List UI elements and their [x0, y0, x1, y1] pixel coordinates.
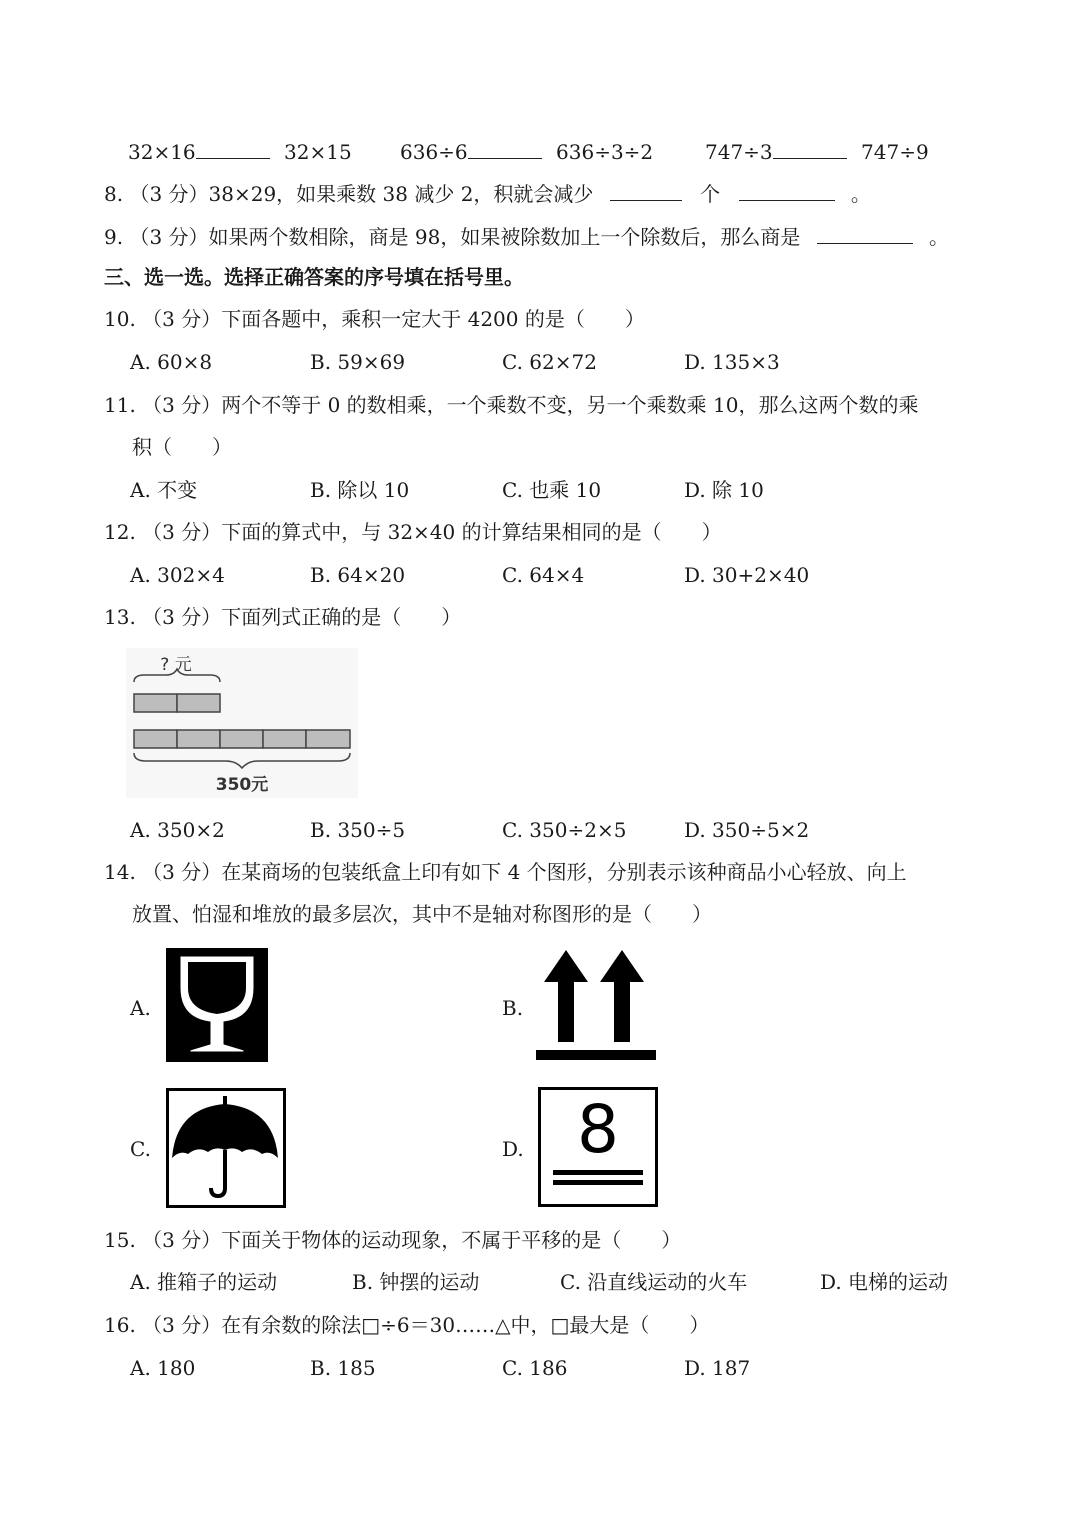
question-16-option-a[interactable]: A. 180 — [130, 1356, 196, 1380]
question-8-end: 。 — [850, 182, 871, 206]
question-9-text: 9. （3 分）如果两个数相除，商是 98，如果被除数加上一个除数后，那么商是 — [104, 225, 801, 249]
bottom-segment-2 — [177, 730, 220, 748]
question-15-option-b[interactable]: B. 钟摆的运动 — [352, 1270, 480, 1294]
question-12-option-b[interactable]: B. 64×20 — [310, 563, 406, 587]
bottom-segment-3 — [220, 730, 263, 748]
question-16-option-b[interactable]: B. 185 — [310, 1356, 376, 1380]
question-10-option-c[interactable]: C. 62×72 — [502, 350, 597, 374]
question-8-blank-2[interactable] — [739, 180, 835, 201]
question-11-text-cont: 积（ ） — [132, 435, 232, 459]
compare-row — [128, 138, 352, 164]
question-14-label-b[interactable]: B. — [502, 996, 524, 1020]
question-12-text: 12. （3 分）下面的算式中，与 32×40 的计算结果相同的是（ ） — [104, 520, 722, 544]
stacking-limit-icon[interactable] — [538, 1087, 658, 1207]
bottom-segment-1 — [134, 730, 177, 748]
this-way-up-arrows-icon[interactable] — [534, 948, 658, 1062]
question-10-option-a[interactable]: A. 60×8 — [130, 350, 213, 374]
top-segment-2 — [177, 694, 220, 712]
question-16-option-c[interactable]: C. 186 — [502, 1356, 568, 1380]
expr-b1: 636÷6 — [400, 140, 468, 164]
segment-bar-diagram — [126, 648, 358, 798]
question-11-option-a[interactable]: A. 不变 — [130, 478, 198, 502]
question-13-option-c[interactable]: C. 350÷2×5 — [502, 818, 627, 842]
expr-a1: 32×16 — [128, 140, 196, 164]
question-14-text-cont: 放置、怕湿和堆放的最多层次，其中不是轴对称图形的是（ ） — [132, 902, 712, 926]
question-13-option-a[interactable]: A. 350×2 — [130, 818, 225, 842]
question-12-option-d[interactable]: D. 30+2×40 — [684, 563, 810, 587]
question-12-option-a[interactable]: A. 302×4 — [130, 563, 225, 587]
question-11-text: 11. （3 分）两个不等于 0 的数相乘，一个乘数不变，另一个乘数乘 10，那么这两个数的乘 — [104, 393, 919, 417]
question-10-option-b[interactable]: B. 59×69 — [310, 350, 406, 374]
answer-blank-b[interactable] — [468, 138, 542, 159]
question-13-text: 13. （3 分）下面列式正确的是（ ） — [104, 605, 462, 629]
question-11-option-d[interactable]: D. 除 10 — [684, 478, 764, 502]
compare-c — [705, 138, 929, 164]
question-8 — [104, 180, 871, 206]
question-12-option-c[interactable]: C. 64×4 — [502, 563, 585, 587]
section-3-heading: 三、选一选。选择正确答案的序号填在括号里。 — [104, 265, 524, 289]
question-9-end: 。 — [929, 225, 950, 249]
expr-c1: 747÷3 — [705, 140, 773, 164]
stack-number: 8 — [577, 1091, 619, 1168]
question-16-option-d[interactable]: D. 187 — [684, 1356, 751, 1380]
top-segment-1 — [134, 694, 177, 712]
answer-blank-c[interactable] — [773, 138, 847, 159]
question-8-text: 8. （3 分）38×29，如果乘数 38 减少 2，积就会减少 — [104, 182, 594, 206]
question-14-label-a[interactable]: A. — [130, 996, 151, 1020]
expr-b2: 636÷3÷2 — [556, 140, 654, 164]
question-8-unit: 个 — [700, 182, 721, 206]
question-15-option-d[interactable]: D. 电梯的运动 — [820, 1270, 949, 1294]
umbrella-icon[interactable] — [166, 1088, 286, 1208]
question-11-option-b[interactable]: B. 除以 10 — [310, 478, 410, 502]
question-10-text: 10. （3 分）下面各题中，乘积一定大于 4200 的是（ ） — [104, 307, 645, 331]
question-9 — [104, 223, 949, 249]
question-9-blank[interactable] — [817, 223, 913, 244]
question-14-label-c[interactable]: C. — [130, 1137, 151, 1161]
question-14-label-d[interactable]: D. — [502, 1137, 524, 1161]
question-10-option-d[interactable]: D. 135×3 — [684, 350, 780, 374]
answer-blank-a[interactable] — [196, 138, 270, 159]
expr-a2: 32×15 — [284, 140, 352, 164]
question-8-blank-1[interactable] — [610, 180, 682, 201]
question-15-option-a[interactable]: A. 推箱子的运动 — [130, 1270, 278, 1294]
question-14-text: 14. （3 分）在某商场的包装纸盒上印有如下 4 个图形，分别表示该种商品小心轻放、向上 — [104, 860, 907, 884]
question-15-text: 15. （3 分）下面关于物体的运动现象，不属于平移的是（ ） — [104, 1228, 682, 1252]
diagram-bottom-label: 350元 — [215, 775, 269, 795]
diagram-top-label: ? 元 — [160, 655, 192, 675]
question-13-option-d[interactable]: D. 350÷5×2 — [684, 818, 810, 842]
question-13-option-b[interactable]: B. 350÷5 — [310, 818, 406, 842]
question-16-text: 16. （3 分）在有余数的除法□÷6＝30……△中，□最大是（ ） — [104, 1313, 710, 1337]
expr-c2: 747÷9 — [861, 140, 929, 164]
question-11-option-c[interactable]: C. 也乘 10 — [502, 478, 602, 502]
bottom-segment-4 — [263, 730, 306, 748]
bottom-segment-5 — [306, 730, 350, 748]
question-15-option-c[interactable]: C. 沿直线运动的火车 — [560, 1270, 748, 1294]
compare-b — [400, 138, 653, 164]
fragile-glass-icon[interactable] — [166, 948, 268, 1062]
